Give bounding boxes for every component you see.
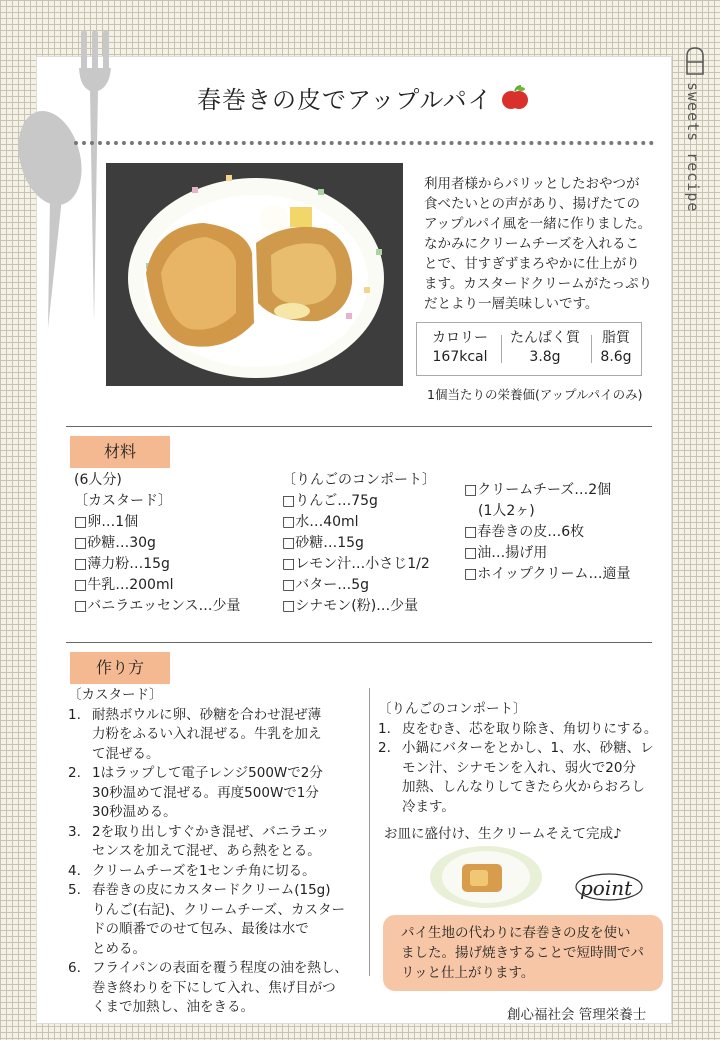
point-label: point xyxy=(580,876,633,900)
nutrition-protein xyxy=(505,329,585,367)
ingredient-item: (6人分) xyxy=(74,472,122,488)
intro-line: とで、甘すぎずまろやかに仕上がり xyxy=(424,256,640,272)
section-divider xyxy=(66,642,652,643)
ingredient-item: 〔カスタード〕 xyxy=(74,493,172,509)
ingredient-item: □シナモン(粉)…少量 xyxy=(282,598,419,614)
nutrition-divider xyxy=(501,335,502,363)
finished-dish-photo xyxy=(430,846,542,908)
nutrition-note: 1個当たりの栄養価(アップルパイのみ) xyxy=(427,387,643,402)
nutrition-divider xyxy=(591,335,592,363)
step-line: くまで加熱し、油をきる。 xyxy=(92,999,254,1015)
step-line: りんご(右記)、クリームチーズ、カスター xyxy=(92,901,345,918)
step-item xyxy=(68,764,364,823)
step-number: 6. xyxy=(68,960,81,976)
ingredient-item: □油…揚げ用 xyxy=(464,545,548,561)
intro-line: 食べたいとの声があり、揚げたての xyxy=(424,196,640,212)
intro-line: だとより一層美味しいです。 xyxy=(424,296,599,312)
step-line: 2を取り出しすぐかき混ぜ、バニラエッ xyxy=(92,823,330,840)
step-item xyxy=(378,720,662,740)
intro-line: なかみにクリームチーズを入れるこ xyxy=(424,236,640,252)
nutrition-value: 8.6g xyxy=(600,349,632,365)
ingredient-item: □砂糖…30g xyxy=(74,535,156,551)
step-line: モン汁、シナモンを入れ、弱火で20分 xyxy=(402,759,636,776)
footer-credit: 創心福社会 管理栄養士 xyxy=(507,1007,647,1023)
title-text: 春巻きの皮でアップルパイ xyxy=(197,86,493,114)
ingredient-item: (1人2ヶ) xyxy=(464,503,535,519)
nutrition-calories xyxy=(423,329,497,367)
apple-pie-photo xyxy=(106,163,403,386)
section-divider xyxy=(66,426,652,427)
nutrition-label: たんぱく質 xyxy=(510,330,580,346)
step-line: 小鍋にバターをとかし、1、水、砂糖、レ xyxy=(402,740,654,756)
step-line: ドの順番でのせて包み、最後は水で xyxy=(92,921,309,937)
intro-line: アップルパイ風を一緒に作りました。 xyxy=(424,216,652,232)
step-line: て混ぜる。 xyxy=(92,745,160,762)
intro-text xyxy=(424,174,664,314)
ingredients-col-3 xyxy=(464,480,631,585)
custard-steps xyxy=(68,686,364,1018)
ingredient-item: □りんご…75g xyxy=(282,493,378,509)
step-item xyxy=(68,862,364,882)
step-number: 4. xyxy=(68,862,81,879)
step-line: センスを加えて混ぜ、あら熱をとる。 xyxy=(92,843,321,859)
step-line: とめる。 xyxy=(92,940,146,957)
step-line: 1はラップして電子レンジ500Wで2分 xyxy=(92,765,323,781)
finish-note: お皿に盛付け、生クリームそえて完成♪ xyxy=(384,826,622,842)
page-title xyxy=(197,80,529,115)
ingredient-item: □ホイップクリーム…適量 xyxy=(464,566,631,582)
step-line: 巻き終わりを下にして入れ、焦げ目がつ xyxy=(92,979,336,996)
ingredient-item: 〔りんごのコンポート〕 xyxy=(282,472,436,488)
step-number: 3. xyxy=(68,823,81,840)
step-section-title: 〔カスタード〕 xyxy=(68,687,163,703)
ingredient-item: □卵…1個 xyxy=(74,514,139,530)
ingredients-heading: 材料 xyxy=(70,436,170,468)
step-item xyxy=(378,739,662,817)
title-divider xyxy=(74,141,654,145)
nutrition-value: 3.8g xyxy=(529,349,561,365)
nutrition-value: 167kcal xyxy=(432,349,488,365)
step-number: 1. xyxy=(378,720,391,737)
ingredient-item: □バニラエッセンス…少量 xyxy=(74,598,241,614)
recipe-tab-icon xyxy=(684,46,706,76)
step-line: 加熱、しんなりしてきたら火からおろし xyxy=(402,779,645,795)
nutrition-table xyxy=(416,322,642,376)
intro-line: ます。カスタードクリームがたっぷり xyxy=(424,276,653,292)
point-box xyxy=(383,915,663,991)
method-heading: 作り方 xyxy=(70,652,170,684)
step-item xyxy=(68,706,364,765)
step-section-title: 〔りんごのコンポート〕 xyxy=(378,701,527,717)
step-line: 力粉をふるい入れ混ぜる。牛乳を加え xyxy=(92,726,322,742)
step-line: 30秒温める。 xyxy=(92,804,177,820)
point-line: パイ生地の代わりに春巻きの皮を使い xyxy=(401,925,631,941)
step-number: 2. xyxy=(378,740,391,756)
ingredient-item: □牛乳…200ml xyxy=(74,577,174,593)
side-label: sweets recipe xyxy=(684,82,702,213)
compote-steps xyxy=(378,700,662,845)
step-line: 春巻きの皮にカスタードクリーム(15g) xyxy=(92,882,331,898)
step-line: クリームチーズを1センチ角に切る。 xyxy=(92,862,316,879)
step-item xyxy=(68,881,364,959)
step-line: フライパンの表面を覆う程度の油を熱し、 xyxy=(92,960,348,976)
ingredients-col-2 xyxy=(282,470,436,617)
ingredients-col-1 xyxy=(74,470,241,617)
intro-line: 利用者様からパリッとしたおやつが xyxy=(424,176,640,192)
step-item xyxy=(68,823,364,862)
step-line: 耐熱ボウルに卵、砂糖を合わせ混ぜ薄 xyxy=(92,706,322,723)
nutrition-label: カロリー xyxy=(432,330,488,346)
step-line: 皮をむき、芯を取り除き、角切りにする。 xyxy=(402,720,658,737)
nutrition-label: 脂質 xyxy=(602,330,630,346)
nutrition-fat xyxy=(593,329,639,367)
ingredient-item: □バター…5g xyxy=(282,577,370,593)
point-line: リッと仕上がります。 xyxy=(401,965,535,981)
step-line: 30秒温めて混ぜる。再度500Wで1分 xyxy=(92,784,319,801)
point-line: ました。揚げ焼きすることで短時間でパ xyxy=(401,945,644,961)
ingredient-item: □砂糖…15g xyxy=(282,535,364,551)
apple-icon xyxy=(501,84,529,112)
step-line: 冷ます。 xyxy=(402,798,455,815)
ingredient-item: □クリームチーズ…2個 xyxy=(464,482,612,498)
step-number: 5. xyxy=(68,882,81,898)
ingredient-item: □水…40ml xyxy=(282,514,359,530)
ingredient-item: □レモン汁…小さじ1/2 xyxy=(282,556,430,572)
step-number: 1. xyxy=(68,706,81,723)
step-item xyxy=(68,959,364,1018)
ingredient-item: □薄力粉…15g xyxy=(74,556,170,572)
step-number: 2. xyxy=(68,765,81,781)
point-bubble-icon xyxy=(574,872,644,904)
column-divider xyxy=(369,688,370,976)
ingredient-item: □春巻きの皮…6枚 xyxy=(464,524,585,540)
